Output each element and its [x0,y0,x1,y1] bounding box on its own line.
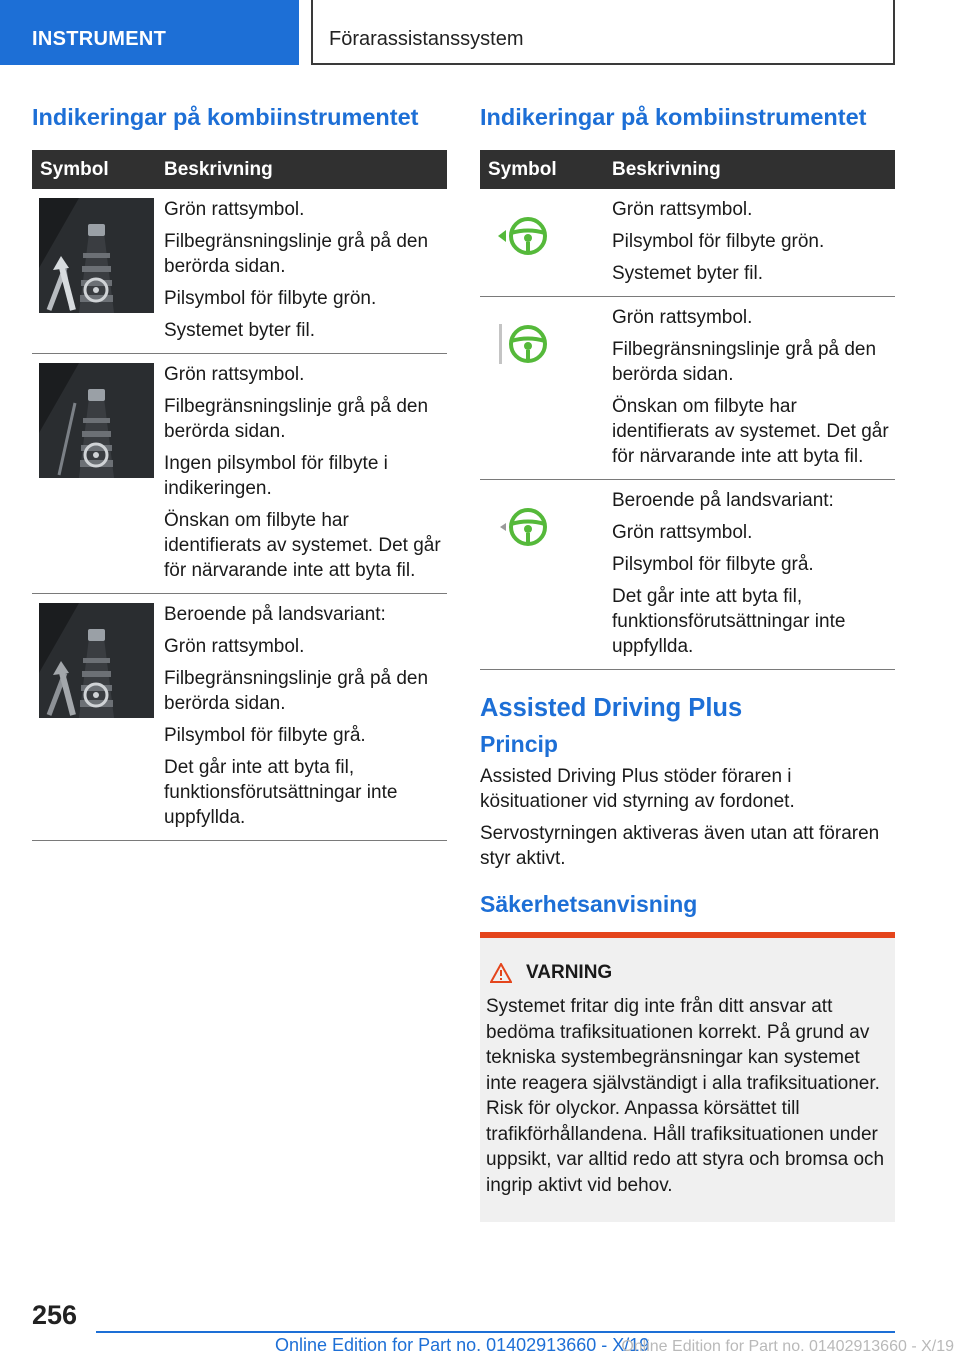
col-description-header: Beskrivning [604,150,895,189]
steering-wheel-green-arrow-grey-icon [488,499,568,549]
description-line: Filbegränsningslinje grå på den berörda sidan. [164,396,429,442]
header-chapter-title: Förarassistanssystem [311,0,895,65]
description-cell [156,189,447,354]
assisted-driving-plus-title: Assisted Driving Plus [480,694,743,722]
description-line: Filbegränsningslinje grå på den berörda sidan. [612,339,877,385]
description-line: Pilsymbol för filbyte grå. [612,554,814,575]
symbol-cell [480,480,604,670]
steering-wheel-green-lane-line-icon [488,316,568,366]
description-cell [156,354,447,594]
footer-divider [96,1331,895,1333]
description-line: Pilsymbol för filbyte grå. [164,725,366,746]
description-line: Systemet byter fil. [612,263,763,284]
principle-paragraph: Assisted Driving Plus stöder föraren i kösituationer vid styrning av fordonet. [480,766,795,812]
table-header-row [480,150,895,189]
table-row [480,297,895,480]
right-indicator-table [480,150,895,670]
symbol-cell [32,594,156,841]
table-row [480,189,895,297]
warning-triangle-icon [490,963,512,983]
warning-heading [486,962,887,984]
warning-box [480,932,895,1222]
page-number: 256 [32,1300,78,1330]
left-section-title: Indikeringar på kombiinstrumentet [32,104,419,130]
description-line: Beroende på landsvariant: [612,490,834,511]
principle-title: Princip [480,731,558,757]
description-line: Grön rattsymbol. [612,199,753,220]
lane-change-arrow-green-illustration [39,198,154,313]
warning-label: VARNING [526,962,613,983]
left-column [32,100,447,841]
description-line: Önskan om filbyte har identifierats av systemet. Det går för närvarande inte att byta fil. [164,510,441,581]
description-line: Beroende på landsvariant: [164,604,386,625]
col-description-header: Beskrivning [156,150,447,189]
description-line: Grön rattsymbol. [164,199,305,220]
description-line: Grön rattsymbol. [164,636,305,657]
warning-text: Systemet fritar dig inte från ditt ansvar att bedöma trafiksituationen korrekt. På grund av tekniska systembegränsningar kan systemet inte reagera självständigt i alla trafiksituationer. Risk för olyckor. Anpassa körsättet till trafikförhållandena. Håll trafiksituationen under uppsikt, var alltid redo att styra och bromsa och ingrip aktivt vid behov. [486,996,885,1196]
description-line: Filbegränsningslinje grå på den berörda sidan. [164,668,429,714]
description-line: Önskan om filbyte har identifierats av systemet. Det går för närvarande inte att byta fil. [612,396,889,467]
symbol-cell [480,189,604,297]
description-line: Det går inte att byta fil, funktionsförutsättningar inte uppfyllda. [612,586,846,657]
table-row [32,189,447,354]
no-arrow-illustration [39,363,154,478]
safety-title: Säkerhetsanvisning [480,891,698,917]
steering-wheel-green-arrow-left-icon [488,208,568,258]
description-line: Pilsymbol för filbyte grön. [612,231,825,252]
description-line: Grön rattsymbol. [612,307,753,328]
footer-edition: Online Edition for Part no. 01402913660 - X/19 [275,1335,650,1355]
description-cell [604,480,895,670]
col-symbol-header: Symbol [480,150,604,189]
description-line: Filbegränsningslinje grå på den berörda sidan. [164,231,429,277]
symbol-cell [32,354,156,594]
table-row [32,594,447,841]
right-section-title: Indikeringar på kombiinstrumentet [480,104,867,130]
col-symbol-header: Symbol [32,150,156,189]
description-cell [604,189,895,297]
description-line: Ingen pilsymbol för filbyte i indikeringen. [164,453,388,499]
right-column [480,100,895,1222]
description-line: Det går inte att byta fil, funktionsförutsättningar inte uppfyllda. [164,757,398,828]
description-line: Grön rattsymbol. [164,364,305,385]
description-line: Grön rattsymbol. [612,522,753,543]
description-line: Pilsymbol för filbyte grön. [164,288,377,309]
header-section-tab: INSTRUMENT [0,0,299,65]
description-cell [604,297,895,480]
principle-paragraph: Servostyrningen aktiveras även utan att föraren styr aktivt. [480,823,880,869]
description-cell [156,594,447,841]
lane-change-arrow-grey-illustration [39,603,154,718]
table-header-row [32,150,447,189]
symbol-cell [32,189,156,354]
watermark: Online Edition for Part no. 01402913660 - X/19 [621,1338,954,1355]
symbol-cell [480,297,604,480]
table-row [480,480,895,670]
left-indicator-table [32,150,447,841]
table-row [32,354,447,594]
description-line: Systemet byter fil. [164,320,315,341]
